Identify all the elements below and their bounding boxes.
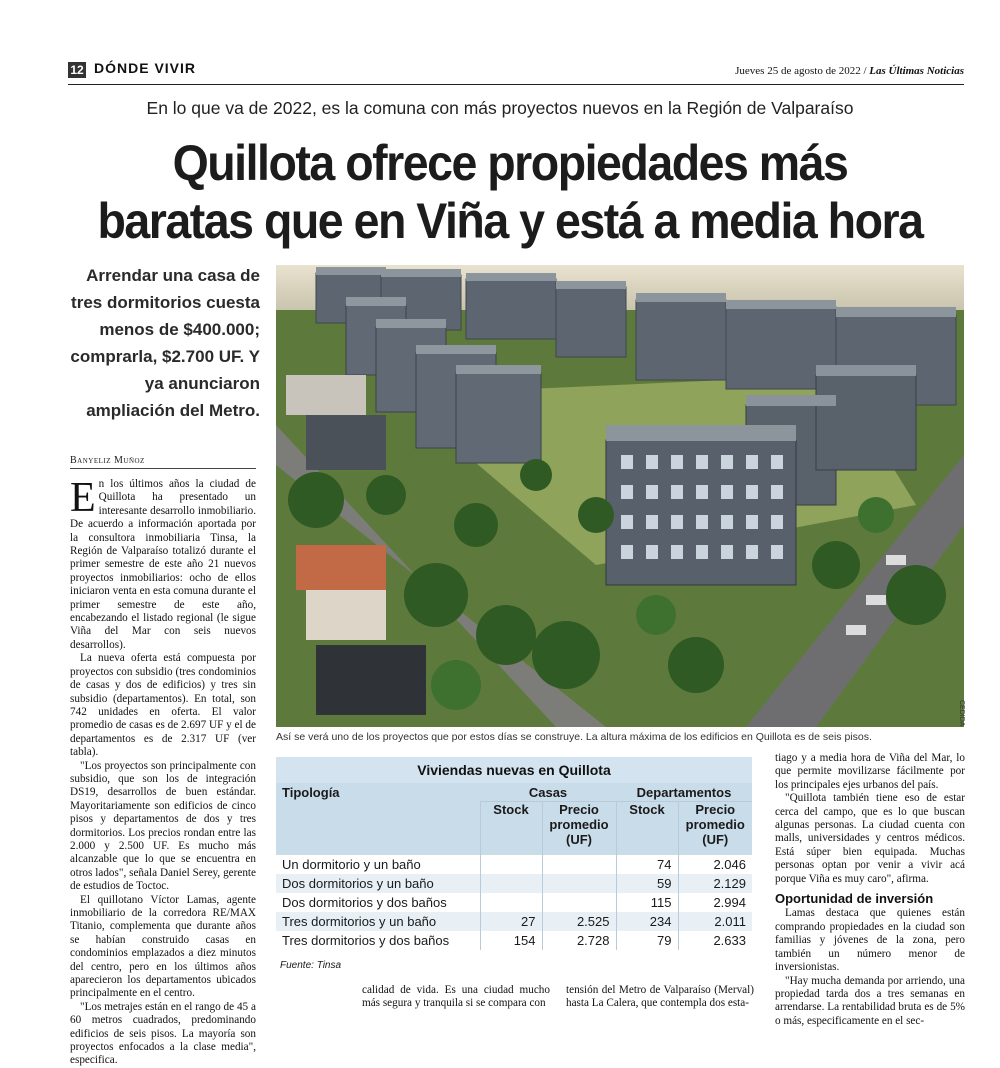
housing-rendering-image: [276, 265, 964, 727]
drop-cap: E: [70, 475, 96, 521]
column-header-tipologia: Tipología: [276, 783, 480, 855]
cell-deptos-precio: 2.046: [678, 855, 752, 874]
paragraph: [70, 475, 256, 652]
cell-deptos-precio: 2.129: [678, 874, 752, 893]
page-number: 12: [68, 62, 86, 78]
article-column-3: tensión del Metro de Valparaíso (Merval) hasta La Calera, que contempla dos esta-: [566, 984, 754, 1010]
paragraph: tiago y a media hora de Viña del Mar, lo que permite movilizarse fácilmente por los principales ejes urbanos del país.: [775, 752, 965, 791]
paragraph-text: n los últimos años la ciudad de Quillota ha presentado un interesante desarrollo inmobiliario. De acuerdo a información aportada por la consultora inmobiliaria Tinsa, la Región de Valparaíso totalizó durante el primer semestre de este año 21 nuevos proyectos inmobiliarios: ocho de ellos iniciaron venta en esta comuna durante el primer semestre de este año, encabezando el listado regional (le sigue Viña del Mar con seis nuevos desarrollos).: [70, 478, 256, 651]
cell-tipologia: Tres dormitorios y dos baños: [282, 933, 450, 948]
table-row: [276, 874, 752, 893]
headline-line-1: Quillota ofrece propiedades más: [172, 135, 848, 191]
cell-casas-stock: [480, 893, 542, 912]
cell-deptos-precio: 2.994: [678, 893, 752, 912]
headline-line-2: baratas que en Viña y está a media hora: [97, 193, 923, 249]
cell-deptos-precio: 2.011: [678, 912, 752, 931]
cell-casas-precio: [542, 893, 616, 912]
column-header-deptos-stock: Stock: [616, 802, 678, 856]
cell-casas-stock: [480, 855, 542, 874]
dateline-separator: /: [860, 65, 870, 77]
cell-deptos-stock: 59: [616, 874, 678, 893]
headline: [73, 134, 947, 250]
cell-tipologia: Dos dormitorios y dos baños: [282, 895, 447, 910]
dateline: [735, 65, 964, 77]
housing-table: [276, 757, 752, 950]
cell-casas-precio: 2.525: [542, 912, 616, 931]
column-header-casas-precio: Precio promedio (UF): [542, 802, 616, 856]
cell-casas-precio: [542, 874, 616, 893]
table-source: Fuente: Tinsa: [280, 960, 342, 971]
column-header-casas-stock: Stock: [480, 802, 542, 856]
paragraph: "Quillota también tiene eso de estar cerca del campo, que es lo que buscan algunas personas. La ciudad cuenta con malls, universidades y centros médicos. Está súper bien equipada. Muchas personas optan por venir a vivir acá porque Viña es muy caro", afirma.: [775, 792, 965, 885]
column-header-deptos-precio: Precio promedio (UF): [678, 802, 752, 856]
table-row: [276, 855, 752, 874]
table-header-row-1: [276, 783, 752, 802]
cell-casas-stock: [480, 874, 542, 893]
column-group-departamentos: Departamentos: [616, 783, 752, 802]
paragraph: "Los proyectos son principalmente con subsidio, que son los de integración DS19, desarrollos de buen estándar. Mayoritariamente son edificios de cinco pisos y departamentos de dos y tres dormitorios. Los precios rondan entre las 2.000 y 2.500 UF. Es mucho más alcanzable que lo que se encuentra en otros lados", señala Daniel Serey, gerente de estudios de Toctoc.: [70, 759, 256, 893]
cell-tipologia: Un dormitorio y un baño: [282, 857, 421, 872]
cell-deptos-precio: 2.633: [678, 931, 752, 950]
page-header: [68, 60, 964, 85]
paragraph: Lamas destaca que quienes están comprando propiedades en la ciudad son familias y jóvenes de la zona, pero también un número menor de inversionistas.: [775, 907, 965, 974]
cell-casas-precio: 2.728: [542, 931, 616, 950]
article-column-2: calidad de vida. Es una ciudad mucho más segura y tranquila si se compara con: [362, 984, 550, 1010]
issue-date: Jueves 25 de agosto de 2022: [735, 65, 861, 77]
kicker: En lo que va de 2022, es la comuna con más proyectos nuevos en la Región de Valparaíso: [146, 98, 854, 118]
section-title: DÓNDE VIVIR: [94, 60, 197, 76]
article-column-4: [775, 752, 965, 1027]
cell-deptos-stock: 79: [616, 931, 678, 950]
cell-casas-precio: [542, 855, 616, 874]
photo-credit: CEDIDA: [958, 700, 965, 727]
paragraph: "Hay mucha demanda por arriendo, una propiedad tarda dos a tres semanas en arrendarse. La rentabilidad bruta es de 5% o más, especificamente en el sec-: [775, 974, 965, 1027]
cell-casas-stock: 27: [480, 912, 542, 931]
cell-casas-stock: 154: [480, 931, 542, 950]
byline: Banyeliz Muñoz: [70, 455, 256, 469]
data-table: [276, 783, 752, 950]
article-photo: [276, 265, 964, 727]
cell-tipologia: Tres dormitorios y un baño: [276, 912, 480, 931]
table-row: [276, 912, 752, 931]
photo-caption: Así se verá uno de los proyectos que por estos días se construye. La altura máxima de los edificios en Quillota es de seis pisos.: [276, 731, 872, 743]
paragraph: "Los metrajes están en el rango de 45 a 60 metros cuadrados, predominando edificios de seis pisos. La mayoría son proyectos enfocados a la clase media", especifica.: [70, 1000, 256, 1067]
cell-deptos-stock: 234: [616, 912, 678, 931]
subheading: Oportunidad de inversión: [775, 891, 934, 907]
paragraph: La nueva oferta está compuesta por proyectos con subsidio (tres condominios de casas y dos de edificios) y tres sin subsidio (departamentos). En total, son 742 unidades en oferta. El valor promedio de casas es de 2.697 UF y el de departamentos es de 2.317 UF (ver tabla).: [70, 652, 256, 759]
newspaper-name: Las Últimas Noticias: [869, 65, 964, 77]
article-column-1: [70, 475, 256, 1067]
column-group-casas: Casas: [480, 783, 616, 802]
paragraph: El quillotano Víctor Lamas, agente inmobiliario de la corredora RE/MAX Titanio, complementa que durante años se habían construido casas en condominios emplazados a diez minutos del centro, pero en los últimos años aparecieron los departamentos ubicados principalmente en el centro.: [70, 893, 256, 1000]
table-title: Viviendas nuevas en Quillota: [276, 757, 752, 783]
cell-deptos-stock: 115: [616, 893, 678, 912]
table-row: [276, 931, 752, 950]
cell-tipologia: Dos dormitorios y un baño: [276, 874, 480, 893]
summary: Arrendar una casa de tres dormitorios cuesta menos de $400.000; comprarla, $2.700 UF. Y ya anunciaron ampliación del Metro.: [70, 266, 260, 420]
cell-deptos-stock: 74: [616, 855, 678, 874]
table-row: [276, 893, 752, 912]
